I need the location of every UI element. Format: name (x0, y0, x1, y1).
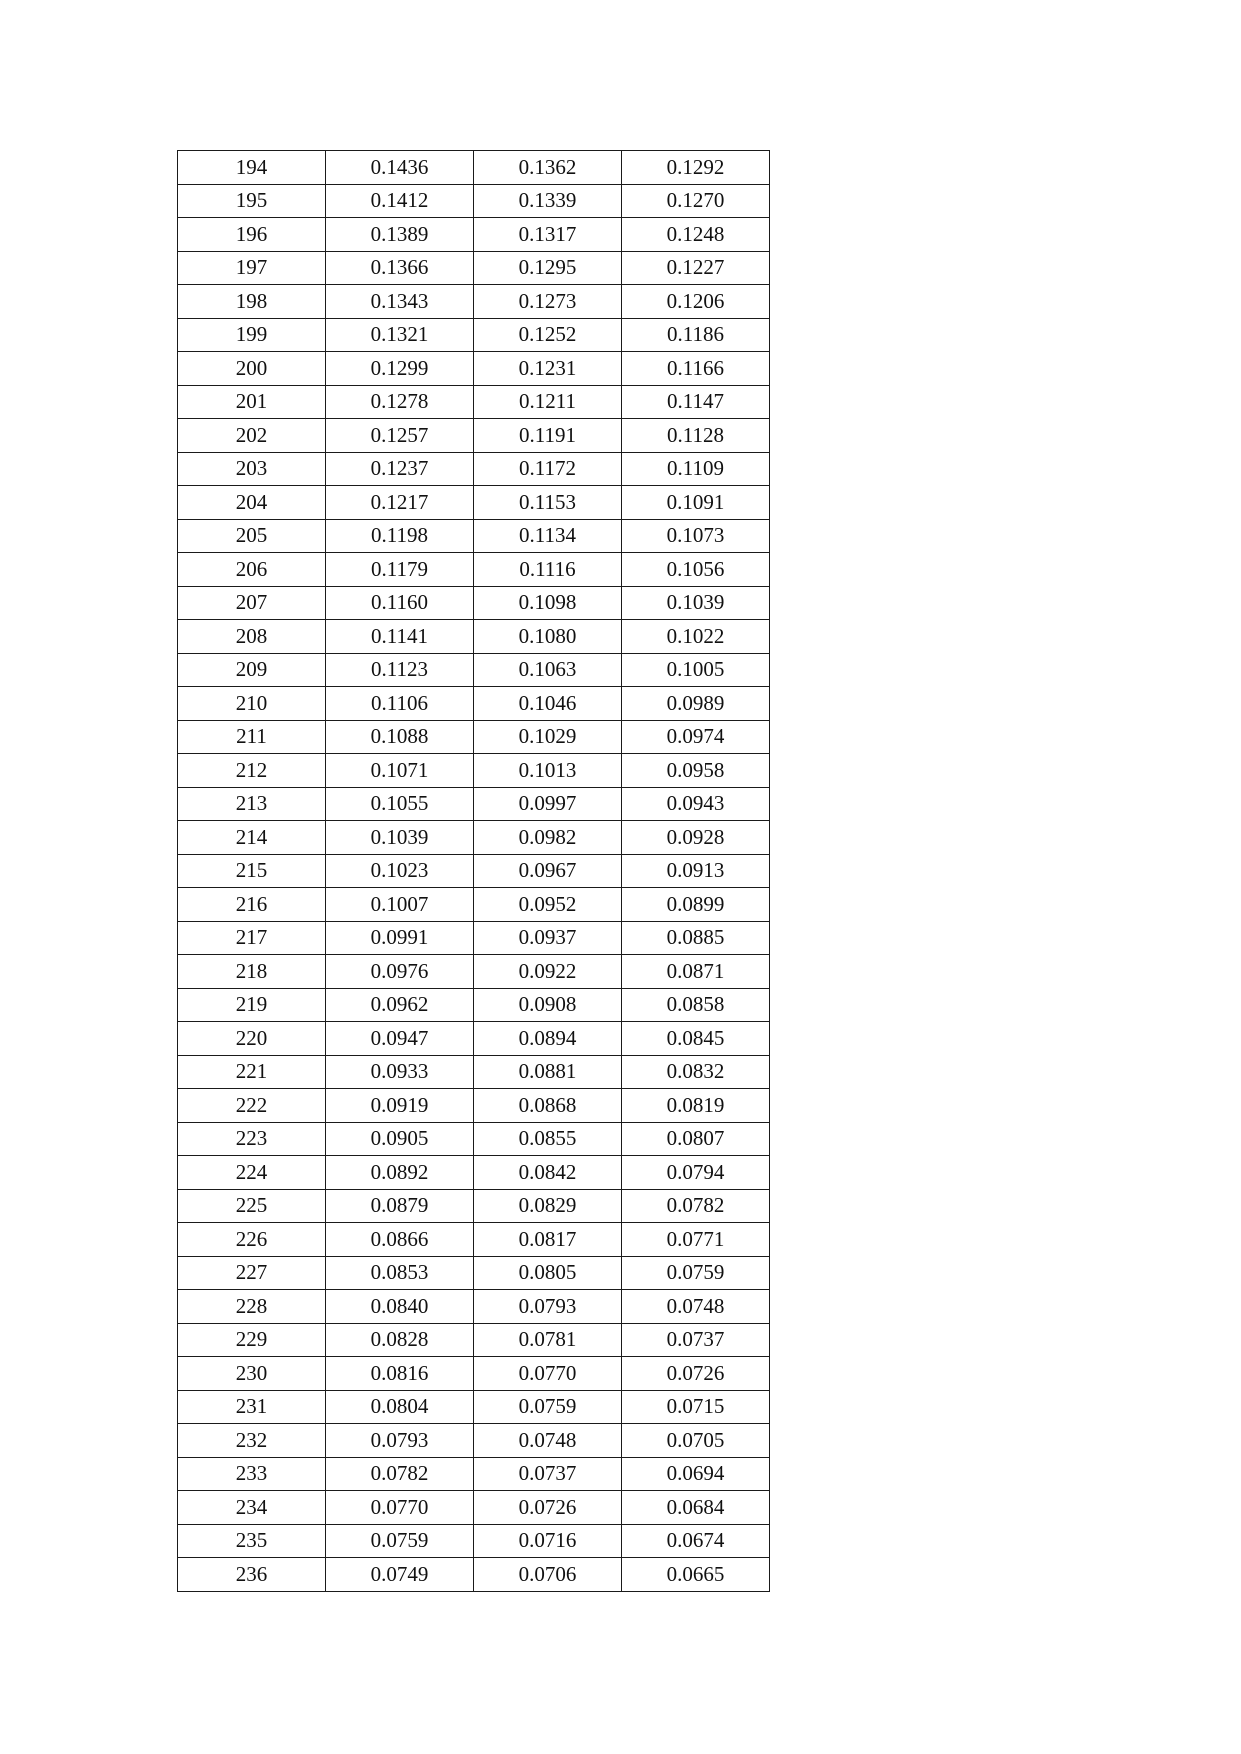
value-cell: 0.0899 (622, 888, 770, 922)
value-cell: 0.0908 (474, 988, 622, 1022)
value-cell: 0.0805 (474, 1256, 622, 1290)
value-cell: 0.1273 (474, 285, 622, 319)
data-table (177, 150, 770, 1592)
value-cell: 0.0782 (622, 1189, 770, 1223)
value-cell: 0.1109 (622, 452, 770, 486)
table-row (178, 1390, 770, 1424)
table-row (178, 620, 770, 654)
value-cell: 0.0674 (622, 1524, 770, 1558)
row-index-cell: 214 (178, 821, 326, 855)
table-row (178, 1424, 770, 1458)
value-cell: 0.1211 (474, 385, 622, 419)
value-cell: 0.0819 (622, 1089, 770, 1123)
table-row (178, 285, 770, 319)
value-cell: 0.0845 (622, 1022, 770, 1056)
value-cell: 0.1217 (326, 486, 474, 520)
table-row (178, 787, 770, 821)
value-cell: 0.1295 (474, 251, 622, 285)
value-cell: 0.0770 (474, 1357, 622, 1391)
table-row (178, 251, 770, 285)
value-cell: 0.0829 (474, 1189, 622, 1223)
row-index-cell: 199 (178, 318, 326, 352)
value-cell: 0.0952 (474, 888, 622, 922)
value-cell: 0.1013 (474, 754, 622, 788)
table-row (178, 988, 770, 1022)
value-cell: 0.1292 (622, 151, 770, 185)
value-cell: 0.0868 (474, 1089, 622, 1123)
row-index-cell: 209 (178, 653, 326, 687)
row-index-cell: 198 (178, 285, 326, 319)
row-index-cell: 224 (178, 1156, 326, 1190)
table-row (178, 1089, 770, 1123)
value-cell: 0.1128 (622, 419, 770, 453)
table-row (178, 1524, 770, 1558)
value-cell: 0.1039 (622, 586, 770, 620)
value-cell: 0.1198 (326, 519, 474, 553)
value-cell: 0.1055 (326, 787, 474, 821)
value-cell: 0.0855 (474, 1122, 622, 1156)
value-cell: 0.0885 (622, 921, 770, 955)
value-cell: 0.1186 (622, 318, 770, 352)
row-index-cell: 226 (178, 1223, 326, 1257)
value-cell: 0.0840 (326, 1290, 474, 1324)
row-index-cell: 201 (178, 385, 326, 419)
row-index-cell: 236 (178, 1558, 326, 1592)
value-cell: 0.1116 (474, 553, 622, 587)
value-cell: 0.0967 (474, 854, 622, 888)
value-cell: 0.1029 (474, 720, 622, 754)
value-cell: 0.0879 (326, 1189, 474, 1223)
value-cell: 0.1389 (326, 218, 474, 252)
value-cell: 0.0770 (326, 1491, 474, 1525)
value-cell: 0.1248 (622, 218, 770, 252)
value-cell: 0.1071 (326, 754, 474, 788)
row-index-cell: 218 (178, 955, 326, 989)
value-cell: 0.1257 (326, 419, 474, 453)
value-cell: 0.0782 (326, 1457, 474, 1491)
value-cell: 0.0919 (326, 1089, 474, 1123)
value-cell: 0.0892 (326, 1156, 474, 1190)
row-index-cell: 204 (178, 486, 326, 520)
table-row (178, 1457, 770, 1491)
value-cell: 0.1123 (326, 653, 474, 687)
value-cell: 0.0781 (474, 1323, 622, 1357)
value-cell: 0.0832 (622, 1055, 770, 1089)
row-index-cell: 217 (178, 921, 326, 955)
table-row (178, 888, 770, 922)
value-cell: 0.1227 (622, 251, 770, 285)
table-row (178, 653, 770, 687)
row-index-cell: 221 (178, 1055, 326, 1089)
value-cell: 0.1134 (474, 519, 622, 553)
value-cell: 0.1073 (622, 519, 770, 553)
value-cell: 0.0726 (622, 1357, 770, 1391)
value-cell: 0.0737 (622, 1323, 770, 1357)
value-cell: 0.1436 (326, 151, 474, 185)
table-row (178, 1357, 770, 1391)
value-cell: 0.0715 (622, 1390, 770, 1424)
value-cell: 0.0962 (326, 988, 474, 1022)
value-cell: 0.0976 (326, 955, 474, 989)
value-cell: 0.1339 (474, 184, 622, 218)
row-index-cell: 213 (178, 787, 326, 821)
table-row (178, 687, 770, 721)
table-row (178, 519, 770, 553)
table-row (178, 1022, 770, 1056)
value-cell: 0.0748 (622, 1290, 770, 1324)
value-cell: 0.0947 (326, 1022, 474, 1056)
row-index-cell: 206 (178, 553, 326, 587)
value-cell: 0.0937 (474, 921, 622, 955)
row-index-cell: 223 (178, 1122, 326, 1156)
value-cell: 0.0705 (622, 1424, 770, 1458)
row-index-cell: 207 (178, 586, 326, 620)
value-cell: 0.0991 (326, 921, 474, 955)
value-cell: 0.0706 (474, 1558, 622, 1592)
value-cell: 0.0771 (622, 1223, 770, 1257)
row-index-cell: 222 (178, 1089, 326, 1123)
table-row (178, 1491, 770, 1525)
value-cell: 0.1080 (474, 620, 622, 654)
value-cell: 0.1172 (474, 452, 622, 486)
table-row (178, 1558, 770, 1592)
value-cell: 0.1206 (622, 285, 770, 319)
row-index-cell: 215 (178, 854, 326, 888)
table-row (178, 318, 770, 352)
table-row (178, 754, 770, 788)
table-row (178, 586, 770, 620)
value-cell: 0.0759 (326, 1524, 474, 1558)
table-row (178, 821, 770, 855)
value-cell: 0.0974 (622, 720, 770, 754)
row-index-cell: 216 (178, 888, 326, 922)
row-index-cell: 232 (178, 1424, 326, 1458)
value-cell: 0.1039 (326, 821, 474, 855)
value-cell: 0.0748 (474, 1424, 622, 1458)
value-cell: 0.1237 (326, 452, 474, 486)
value-cell: 0.1278 (326, 385, 474, 419)
value-cell: 0.0943 (622, 787, 770, 821)
value-cell: 0.0881 (474, 1055, 622, 1089)
row-index-cell: 228 (178, 1290, 326, 1324)
value-cell: 0.1141 (326, 620, 474, 654)
value-cell: 0.0871 (622, 955, 770, 989)
value-cell: 0.0989 (622, 687, 770, 721)
table-row (178, 1223, 770, 1257)
value-cell: 0.0958 (622, 754, 770, 788)
row-index-cell: 196 (178, 218, 326, 252)
table-row (178, 486, 770, 520)
table-row (178, 1323, 770, 1357)
value-cell: 0.0817 (474, 1223, 622, 1257)
value-cell: 0.0759 (474, 1390, 622, 1424)
value-cell: 0.1412 (326, 184, 474, 218)
value-cell: 0.0858 (622, 988, 770, 1022)
value-cell: 0.0794 (622, 1156, 770, 1190)
value-cell: 0.0997 (474, 787, 622, 821)
value-cell: 0.1046 (474, 687, 622, 721)
row-index-cell: 227 (178, 1256, 326, 1290)
value-cell: 0.1063 (474, 653, 622, 687)
value-cell: 0.0866 (326, 1223, 474, 1257)
value-cell: 0.0807 (622, 1122, 770, 1156)
table-row (178, 1189, 770, 1223)
table-row (178, 352, 770, 386)
table-row (178, 419, 770, 453)
row-index-cell: 200 (178, 352, 326, 386)
table-row (178, 1290, 770, 1324)
value-cell: 0.1088 (326, 720, 474, 754)
value-cell: 0.0665 (622, 1558, 770, 1592)
value-cell: 0.1153 (474, 486, 622, 520)
value-cell: 0.0982 (474, 821, 622, 855)
value-cell: 0.1366 (326, 251, 474, 285)
value-cell: 0.0933 (326, 1055, 474, 1089)
table-body (178, 151, 770, 1592)
row-index-cell: 212 (178, 754, 326, 788)
value-cell: 0.1299 (326, 352, 474, 386)
row-index-cell: 202 (178, 419, 326, 453)
value-cell: 0.0905 (326, 1122, 474, 1156)
row-index-cell: 220 (178, 1022, 326, 1056)
value-cell: 0.0804 (326, 1390, 474, 1424)
row-index-cell: 211 (178, 720, 326, 754)
table-row (178, 854, 770, 888)
table-row (178, 1156, 770, 1190)
value-cell: 0.1005 (622, 653, 770, 687)
value-cell: 0.0793 (474, 1290, 622, 1324)
row-index-cell: 229 (178, 1323, 326, 1357)
value-cell: 0.1166 (622, 352, 770, 386)
value-cell: 0.1007 (326, 888, 474, 922)
value-cell: 0.1252 (474, 318, 622, 352)
value-cell: 0.0694 (622, 1457, 770, 1491)
table-row (178, 1055, 770, 1089)
value-cell: 0.0894 (474, 1022, 622, 1056)
table-row (178, 1256, 770, 1290)
value-cell: 0.0842 (474, 1156, 622, 1190)
table-row (178, 452, 770, 486)
value-cell: 0.1321 (326, 318, 474, 352)
row-index-cell: 233 (178, 1457, 326, 1491)
row-index-cell: 203 (178, 452, 326, 486)
table-row (178, 921, 770, 955)
row-index-cell: 225 (178, 1189, 326, 1223)
row-index-cell: 205 (178, 519, 326, 553)
value-cell: 0.1270 (622, 184, 770, 218)
value-cell: 0.0793 (326, 1424, 474, 1458)
value-cell: 0.1091 (622, 486, 770, 520)
value-cell: 0.1022 (622, 620, 770, 654)
value-cell: 0.0828 (326, 1323, 474, 1357)
table-row (178, 184, 770, 218)
row-index-cell: 210 (178, 687, 326, 721)
row-index-cell: 194 (178, 151, 326, 185)
row-index-cell: 230 (178, 1357, 326, 1391)
table-row (178, 151, 770, 185)
table-row (178, 1122, 770, 1156)
value-cell: 0.0759 (622, 1256, 770, 1290)
value-cell: 0.0928 (622, 821, 770, 855)
value-cell: 0.1179 (326, 553, 474, 587)
value-cell: 0.0853 (326, 1256, 474, 1290)
value-cell: 0.0737 (474, 1457, 622, 1491)
value-cell: 0.1191 (474, 419, 622, 453)
value-cell: 0.0816 (326, 1357, 474, 1391)
row-index-cell: 231 (178, 1390, 326, 1424)
value-cell: 0.0749 (326, 1558, 474, 1592)
table-row (178, 720, 770, 754)
value-cell: 0.0684 (622, 1491, 770, 1525)
table-row (178, 218, 770, 252)
value-cell: 0.1098 (474, 586, 622, 620)
value-cell: 0.1056 (622, 553, 770, 587)
row-index-cell: 234 (178, 1491, 326, 1525)
value-cell: 0.0913 (622, 854, 770, 888)
value-cell: 0.1362 (474, 151, 622, 185)
row-index-cell: 197 (178, 251, 326, 285)
value-cell: 0.1106 (326, 687, 474, 721)
value-cell: 0.1231 (474, 352, 622, 386)
row-index-cell: 235 (178, 1524, 326, 1558)
value-cell: 0.1160 (326, 586, 474, 620)
value-cell: 0.0726 (474, 1491, 622, 1525)
value-cell: 0.1147 (622, 385, 770, 419)
table-row (178, 385, 770, 419)
row-index-cell: 195 (178, 184, 326, 218)
value-cell: 0.1343 (326, 285, 474, 319)
row-index-cell: 208 (178, 620, 326, 654)
table-row (178, 955, 770, 989)
row-index-cell: 219 (178, 988, 326, 1022)
value-cell: 0.0716 (474, 1524, 622, 1558)
table-row (178, 553, 770, 587)
value-cell: 0.1317 (474, 218, 622, 252)
value-cell: 0.1023 (326, 854, 474, 888)
value-cell: 0.0922 (474, 955, 622, 989)
